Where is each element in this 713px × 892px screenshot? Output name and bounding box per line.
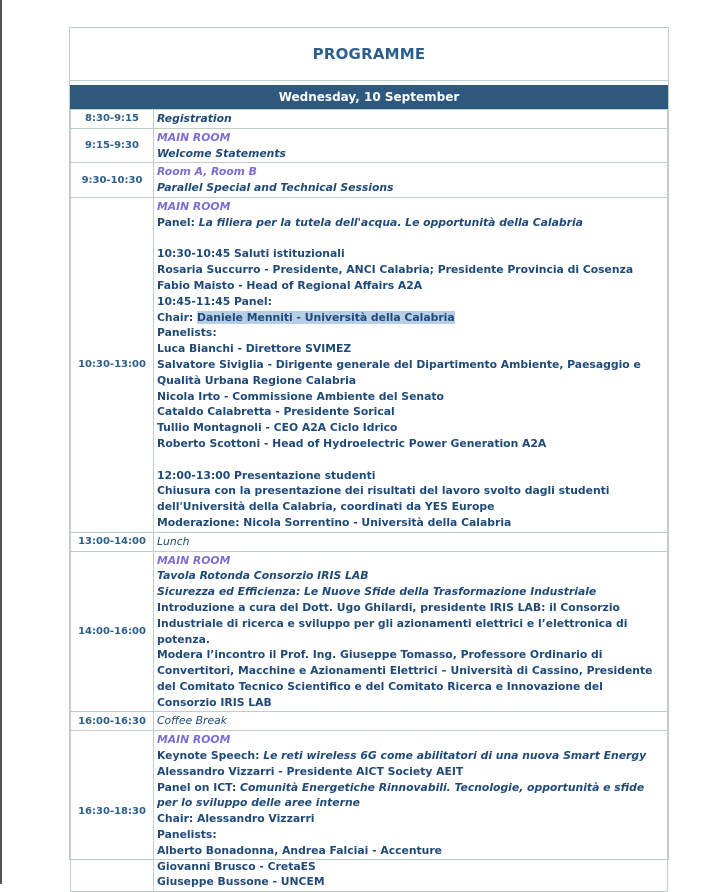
- roundtable-title: Tavola Rotonda Consorzio IRIS LAB: [157, 569, 369, 583]
- session-content: [154, 712, 668, 731]
- session-content: [154, 128, 668, 163]
- programme-title: PROGRAMME: [70, 28, 668, 81]
- session-title: Coffee Break: [157, 714, 228, 728]
- session-content: [154, 551, 668, 712]
- panelist: Tullio Montagnoli - CEO A2A Ciclo Idrico: [157, 421, 398, 435]
- time-slot: 10:30-13:00: [71, 197, 154, 532]
- speaker-line: Rosaria Succurro - Presidente, ANCI Calabria; Presidente Provincia di Cosenza: [157, 263, 634, 277]
- panel-title: La filiera per la tutela dell'acqua. Le opportunità della Calabria: [198, 215, 583, 229]
- panel-time: 10:45-11:45 Panel:: [157, 294, 272, 308]
- table-row: [71, 128, 668, 163]
- table-row: [71, 532, 668, 551]
- schedule-table: [70, 109, 668, 892]
- panelist: Cataldo Calabretta - Presidente Sorical: [157, 405, 395, 419]
- room-label: Room A, Room B: [157, 165, 257, 179]
- chair-line: Chair: Alessandro Vizzarri: [157, 812, 315, 826]
- session-content: [154, 731, 668, 892]
- programme-document: [69, 27, 669, 889]
- session-title: Parallel Special and Technical Sessions: [157, 181, 394, 195]
- panel-line: [157, 780, 664, 812]
- page-edge: [0, 0, 2, 884]
- table-row: [71, 163, 668, 198]
- panelist: Roberto Scottoni - Head of Hydroelectric Power Generation A2A: [157, 436, 547, 450]
- keynote-prefix: Keynote Speech:: [157, 749, 260, 763]
- keynote-title: Le reti wireless 6G come abilitatori di una nuova Smart Energy: [263, 749, 647, 763]
- session-title: Registration: [157, 112, 232, 125]
- time-slot: 9:15-9:30: [71, 128, 154, 163]
- keynote-line: [157, 748, 664, 764]
- time-slot: 13:00-14:00: [71, 532, 154, 551]
- moderation-line: Moderazione: Nicola Sorrentino - Università della Calabria: [157, 515, 512, 529]
- speaker-line: Fabio Maisto - Head of Regional Affairs A2A: [157, 278, 423, 292]
- room-label: MAIN ROOM: [157, 733, 231, 747]
- day-header: Wednesday, 10 September: [70, 85, 668, 109]
- panelists-label: Panelists:: [157, 828, 217, 842]
- chair-prefix: Chair:: [157, 310, 194, 324]
- panel-title: Comunità Energetiche Rinnovabili. Tecnologie, opportunità e sfide per lo sviluppo delle aree interne: [157, 780, 645, 810]
- spacer: [157, 231, 664, 247]
- session-content: [154, 197, 668, 532]
- panel-line: [157, 215, 664, 231]
- panelists-label: Panelists:: [157, 326, 217, 340]
- panelist: Giuseppe Bussone - UNCEM: [157, 875, 325, 889]
- time-slot: 14:00-16:00: [71, 551, 154, 712]
- session-content: [154, 163, 668, 198]
- session-title: Welcome Statements: [157, 146, 286, 160]
- greetings-time: 10:30-10:45 Saluti istituzionali: [157, 247, 345, 261]
- students-text: Chiusura con la presentazione dei risultati del lavoro svolto dagli studenti dell'Università della Calabria, coordinati da YES Europe: [157, 484, 610, 514]
- time-slot: 9:30-10:30: [71, 163, 154, 198]
- room-label: MAIN ROOM: [157, 553, 231, 567]
- table-row: [71, 197, 668, 532]
- panelist: Salvatore Siviglia - Dirigente generale del Dipartimento Ambiente, Paesaggio e Qualità Urbana Regione Calabria: [157, 357, 641, 387]
- table-row: [71, 712, 668, 731]
- time-slot: 16:00-16:30: [71, 712, 154, 731]
- room-label: MAIN ROOM: [157, 199, 231, 213]
- moderator-text: Modera l’incontro il Prof. Ing. Giuseppe Tomasso, Professore Ordinario di Convertitori, Macchine e Azionamenti Elettrici – Università di Cassino, Presidente del Comitato Tecnico Scientifico e del Comitato Ricerca e Innovazione del Consorzio IRIS LAB: [157, 648, 653, 709]
- session-title: Lunch: [157, 534, 190, 548]
- table-row: [71, 551, 668, 712]
- room-label: MAIN ROOM: [157, 130, 231, 144]
- panelist: Giovanni Brusco - CretaES: [157, 859, 316, 873]
- students-time: 12:00-13:00 Presentazione studenti: [157, 468, 376, 482]
- keynote-speaker: Alessandro Vizzarri - Presidente AICT Society AEIT: [157, 764, 464, 778]
- session-content: [154, 110, 668, 129]
- panelist: Nicola Irto - Commissione Ambiente del Senato: [157, 389, 444, 403]
- chair-name-selected[interactable]: Daniele Menniti - Università della Calabria: [197, 310, 455, 324]
- intro-text: Introduzione a cura del Dott. Ugo Ghilardi, presidente IRIS LAB: il Consorzio Industriale di ricerca e sviluppo per gli azionamenti elettrici e l’elettronica di potenza.: [157, 600, 628, 646]
- panelist: Luca Bianchi - Direttore SVIMEZ: [157, 342, 352, 356]
- session-content: [154, 532, 668, 551]
- time-slot: 8:30-9:15: [71, 110, 154, 129]
- panel-prefix: Panel on ICT:: [157, 780, 237, 794]
- table-row: [71, 110, 668, 129]
- panelist: Alberto Bonadonna, Andrea Falciai - Accenture: [157, 843, 442, 857]
- time-slot: 16:30-18:30: [71, 731, 154, 892]
- table-row: [71, 731, 668, 892]
- spacer: [157, 452, 664, 468]
- chair-line: [157, 310, 664, 326]
- panel-prefix: Panel:: [157, 215, 195, 229]
- roundtable-subtitle: Sicurezza ed Efficienza: Le Nuove Sfide della Trasformazione Industriale: [157, 585, 597, 599]
